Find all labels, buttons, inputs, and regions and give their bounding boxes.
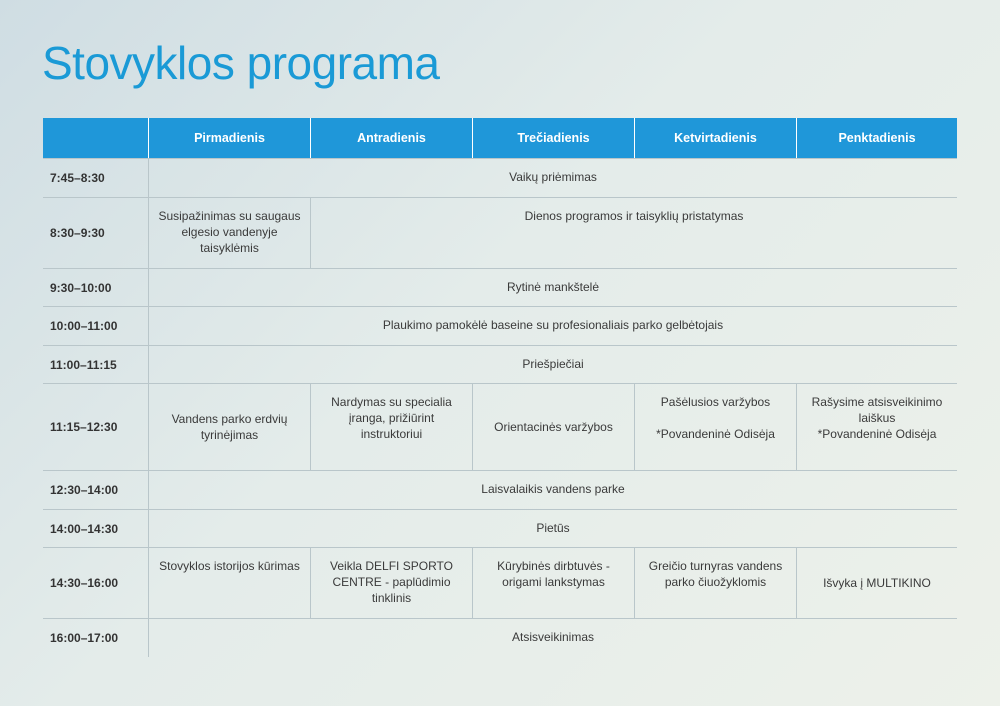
time-slot: 7:45–8:30 [43, 158, 148, 197]
header-monday: Pirmadienis [148, 118, 310, 158]
activity-cell: Laisvalaikis vandens parke [148, 470, 957, 509]
header-corner [43, 118, 148, 158]
activity-cell: Plaukimo pamokėlė baseine su profesionaliais parko gelbėtojais [148, 306, 957, 345]
time-slot: 14:30–16:00 [43, 547, 148, 618]
page-title: Stovyklos programa [42, 37, 440, 89]
activity-cell: Vandens parko erdvių tyrinėjimas [148, 383, 310, 470]
activity-cell: Susipažinimas su saugaus elgesio vandenyje taisyklėmis [148, 197, 310, 268]
header-thursday: Ketvirtadienis [634, 118, 796, 158]
time-slot: 11:15–12:30 [43, 383, 148, 470]
activity-cell: Atsisveikinimas [148, 618, 957, 657]
time-slot: 9:30–10:00 [43, 268, 148, 306]
activity-cell: Veikla DELFI SPORTO CENTRE - paplūdimio tinklinis [310, 547, 472, 618]
activity-cell: Pietūs [148, 509, 957, 547]
activity-cell: Išvyka į MULTIKINO [796, 547, 957, 618]
activity-cell: Orientacinės varžybos [472, 383, 634, 470]
header-friday: Penktadienis [796, 118, 957, 158]
activity-cell: Pašėlusios varžybos *Povandeninė Odisėja [634, 383, 796, 470]
activity-cell: Kūrybinės dirbtuvės - origami lankstymas [472, 547, 634, 618]
time-slot: 11:00–11:15 [43, 345, 148, 383]
activity-cell: Greičio turnyras vandens parko čiuožyklomis [634, 547, 796, 618]
activity-cell: Stovyklos istorijos kūrimas [148, 547, 310, 618]
header-wednesday: Trečiadienis [472, 118, 634, 158]
activity-cell: Vaikų priėmimas [148, 158, 957, 197]
header-tuesday: Antradienis [310, 118, 472, 158]
time-slot: 10:00–11:00 [43, 306, 148, 345]
activity-cell: Priešpiečiai [148, 345, 957, 383]
time-slot: 14:00–14:30 [43, 509, 148, 547]
time-slot: 8:30–9:30 [43, 197, 148, 268]
schedule-table [43, 118, 957, 658]
time-slot: 12:30–14:00 [43, 470, 148, 509]
time-slot: 16:00–17:00 [43, 618, 148, 657]
activity-cell: Rašysime atsisveikinimo laiškus *Povandeninė Odisėja [796, 383, 957, 470]
activity-cell: Rytinė mankštelė [148, 268, 957, 306]
activity-cell: Nardymas su specialia įranga, prižiūrint instruktoriui [310, 383, 472, 470]
activity-cell: Dienos programos ir taisyklių pristatymas [310, 197, 957, 268]
